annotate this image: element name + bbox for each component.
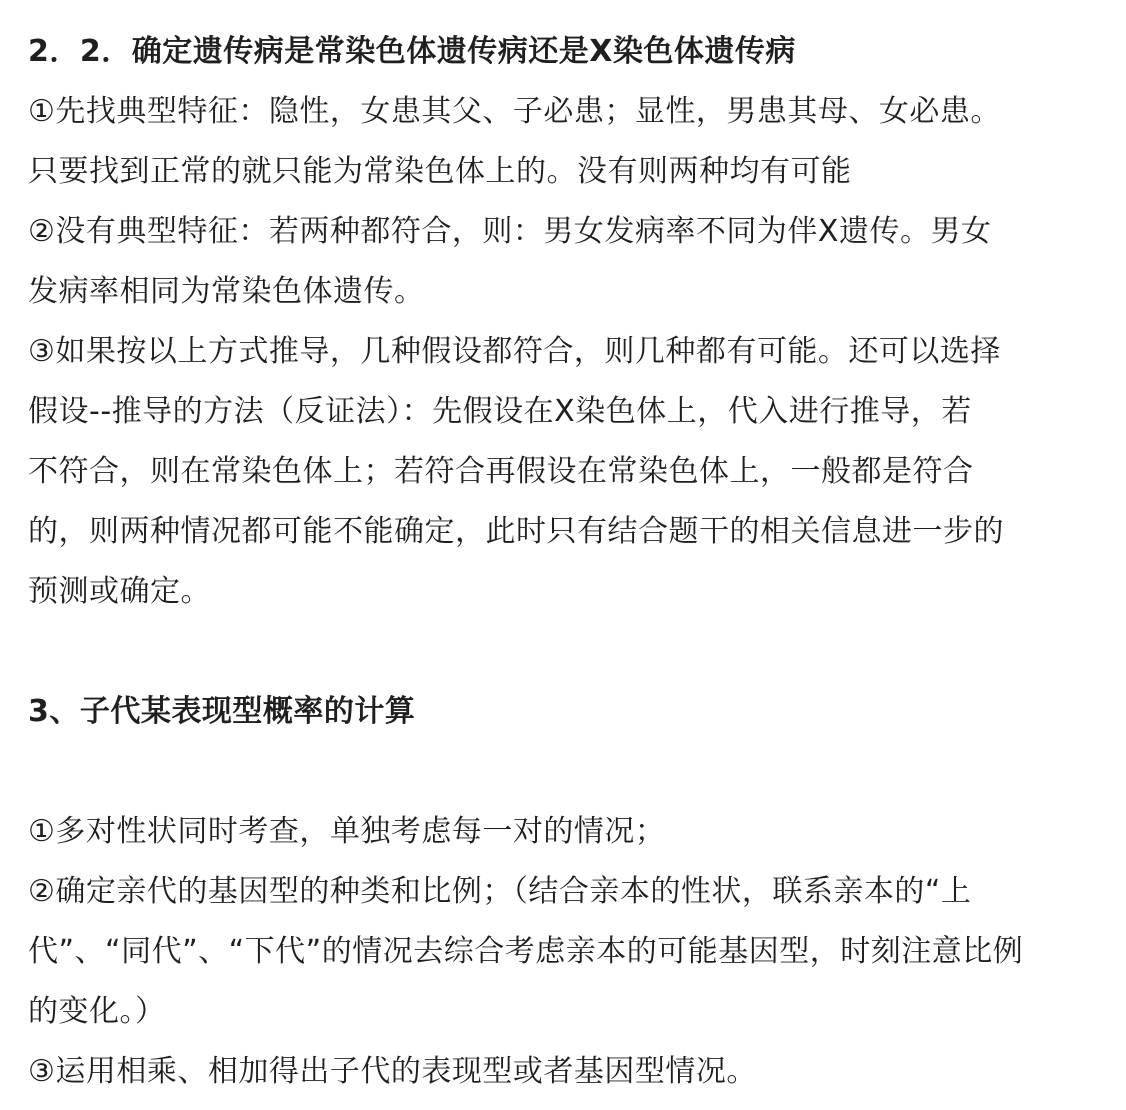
section-spacer	[28, 742, 1100, 802]
section-3-line: ③运用相乘、相加得出子代的表现型或者基因型情况。	[28, 1054, 757, 1089]
section-2-heading: 2．2．确定遗传病是常染色体遗传病还是X染色体遗传病	[28, 34, 796, 69]
section-2-line: ②没有典型特征：若两种都符合，则：男女发病率不同为伴X遗传。男女	[28, 214, 992, 249]
section-3-line: 的变化。）	[28, 994, 166, 1029]
section-3-line: ①多对性状同时考查，单独考虑每一对的情况；	[28, 814, 666, 849]
section-3-line: 代”、“同代”、“下代”的情况去综合考虑亲本的可能基因型，时刻注意比例	[28, 934, 1024, 969]
section-spacer	[28, 622, 1100, 682]
section-2-line: 的，则两种情况都可能不能确定，此时只有结合题干的相关信息进一步的	[28, 514, 1004, 549]
section-3-line: ②确定亲代的基因型的种类和比例；（结合亲本的性状，联系亲本的“上	[28, 874, 972, 909]
section-2-line: ①先找典型特征：隐性，女患其父、子必患；显性，男患其母、女必患。	[28, 94, 1001, 129]
section-2-line: 预测或确定。	[28, 574, 211, 609]
section-2-line: ③如果按以上方式推导，几种假设都符合，则几种都有可能。还可以选择	[28, 334, 1001, 369]
section-2-line: 发病率相同为常染色体遗传。	[28, 274, 425, 309]
section-2-line: 只要找到正常的就只能为常染色体上的。没有则两种均有可能	[28, 154, 852, 189]
section-2-line: 不符合，则在常染色体上；若符合再假设在常染色体上，一般都是符合	[28, 454, 974, 489]
section-2-line: 假设--推导的方法（反证法）：先假设在X染色体上，代入进行推导，若	[28, 394, 972, 429]
section-3-heading: 3、子代某表现型概率的计算	[28, 694, 416, 729]
